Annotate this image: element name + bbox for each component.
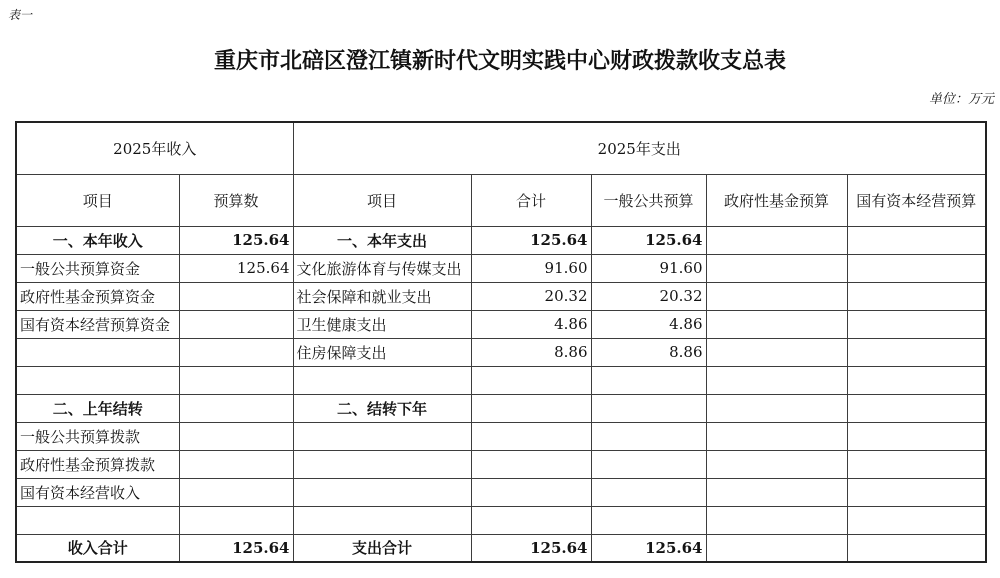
expense-gov-fund-cell bbox=[706, 478, 847, 506]
table-row bbox=[16, 254, 986, 282]
expense-gov-fund-cell bbox=[706, 310, 847, 338]
expense-state-capital-cell bbox=[847, 226, 986, 254]
table-row bbox=[16, 450, 986, 478]
expense-gov-fund-cell bbox=[706, 394, 847, 422]
income-budget-cell bbox=[179, 282, 293, 310]
income-item-cell: 政府性基金预算资金 bbox=[16, 282, 179, 310]
table-row bbox=[16, 478, 986, 506]
expense-general-budget-cell bbox=[591, 506, 706, 534]
expense-total-cell: 4.86 bbox=[471, 310, 591, 338]
expense-item-cell: 文化旅游体育与传媒支出 bbox=[293, 254, 471, 282]
column-header-row bbox=[16, 174, 986, 226]
expense-gov-fund-cell bbox=[706, 226, 847, 254]
table-row bbox=[16, 506, 986, 534]
expense-general-budget-cell: 20.32 bbox=[591, 282, 706, 310]
expense-general-budget-cell: 125.64 bbox=[591, 534, 706, 562]
expense-item-cell: 二、结转下年 bbox=[293, 394, 471, 422]
table-row bbox=[16, 310, 986, 338]
income-item-cell: 二、上年结转 bbox=[16, 394, 179, 422]
income-item-cell bbox=[16, 366, 179, 394]
income-budget-cell bbox=[179, 422, 293, 450]
expense-item-cell: 卫生健康支出 bbox=[293, 310, 471, 338]
expense-total-cell: 91.60 bbox=[471, 254, 591, 282]
table-row bbox=[16, 394, 986, 422]
expense-total-cell bbox=[471, 506, 591, 534]
expense-state-capital-cell bbox=[847, 422, 986, 450]
table-row bbox=[16, 226, 986, 254]
income-budget-cell bbox=[179, 310, 293, 338]
table-row bbox=[16, 366, 986, 394]
expense-total-cell bbox=[471, 366, 591, 394]
income-item-cell bbox=[16, 338, 179, 366]
table-row bbox=[16, 422, 986, 450]
expense-item-cell bbox=[293, 366, 471, 394]
col-header-expense-state-capital: 国有资本经营预算 bbox=[847, 174, 986, 226]
income-item-cell: 政府性基金预算拨款 bbox=[16, 450, 179, 478]
expense-gov-fund-cell bbox=[706, 366, 847, 394]
expense-item-cell bbox=[293, 478, 471, 506]
expense-item-cell: 一、本年支出 bbox=[293, 226, 471, 254]
expense-group-header: 2025年支出 bbox=[293, 122, 986, 174]
expense-state-capital-cell bbox=[847, 534, 986, 562]
table-number-label: 表一 bbox=[8, 8, 33, 22]
table-row bbox=[16, 534, 986, 562]
expense-gov-fund-cell bbox=[706, 338, 847, 366]
expense-total-cell: 8.86 bbox=[471, 338, 591, 366]
income-budget-cell bbox=[179, 478, 293, 506]
expense-general-budget-cell: 8.86 bbox=[591, 338, 706, 366]
income-item-cell: 一般公共预算拨款 bbox=[16, 422, 179, 450]
expense-general-budget-cell: 4.86 bbox=[591, 310, 706, 338]
income-budget-cell bbox=[179, 394, 293, 422]
expense-item-cell: 住房保障支出 bbox=[293, 338, 471, 366]
expense-state-capital-cell bbox=[847, 394, 986, 422]
income-budget-cell: 125.64 bbox=[179, 226, 293, 254]
expense-gov-fund-cell bbox=[706, 422, 847, 450]
group-header-row bbox=[16, 122, 986, 174]
col-header-income-item: 项目 bbox=[16, 174, 179, 226]
expense-general-budget-cell bbox=[591, 394, 706, 422]
expense-total-cell bbox=[471, 394, 591, 422]
income-item-cell: 国有资本经营收入 bbox=[16, 478, 179, 506]
table-row bbox=[16, 282, 986, 310]
expense-state-capital-cell bbox=[847, 450, 986, 478]
expense-state-capital-cell bbox=[847, 338, 986, 366]
income-budget-cell bbox=[179, 450, 293, 478]
expense-total-cell bbox=[471, 450, 591, 478]
expense-item-cell bbox=[293, 506, 471, 534]
income-item-cell: 一般公共预算资金 bbox=[16, 254, 179, 282]
col-header-expense-total: 合计 bbox=[471, 174, 591, 226]
expense-gov-fund-cell bbox=[706, 282, 847, 310]
expense-total-cell bbox=[471, 478, 591, 506]
income-item-cell bbox=[16, 506, 179, 534]
income-item-cell: 收入合计 bbox=[16, 534, 179, 562]
expense-general-budget-cell bbox=[591, 450, 706, 478]
expense-gov-fund-cell bbox=[706, 450, 847, 478]
income-budget-cell: 125.64 bbox=[179, 254, 293, 282]
expense-total-cell: 125.64 bbox=[471, 226, 591, 254]
expense-state-capital-cell bbox=[847, 310, 986, 338]
income-item-cell: 一、本年收入 bbox=[16, 226, 179, 254]
expense-gov-fund-cell bbox=[706, 254, 847, 282]
expense-state-capital-cell bbox=[847, 478, 986, 506]
col-header-expense-general-budget: 一般公共预算 bbox=[591, 174, 706, 226]
expense-general-budget-cell bbox=[591, 478, 706, 506]
expense-gov-fund-cell bbox=[706, 534, 847, 562]
expense-state-capital-cell bbox=[847, 282, 986, 310]
table-row bbox=[16, 338, 986, 366]
expense-state-capital-cell bbox=[847, 254, 986, 282]
income-budget-cell bbox=[179, 506, 293, 534]
expense-gov-fund-cell bbox=[706, 506, 847, 534]
expense-general-budget-cell: 91.60 bbox=[591, 254, 706, 282]
expense-total-cell bbox=[471, 422, 591, 450]
expense-total-cell: 125.64 bbox=[471, 534, 591, 562]
col-header-expense-gov-fund: 政府性基金预算 bbox=[706, 174, 847, 226]
page-title: 重庆市北碚区澄江镇新时代文明实践中心财政拨款收支总表 bbox=[213, 48, 786, 74]
col-header-expense-item: 项目 bbox=[293, 174, 471, 226]
income-budget-cell bbox=[179, 338, 293, 366]
col-header-income-budget: 预算数 bbox=[179, 174, 293, 226]
expense-general-budget-cell bbox=[591, 366, 706, 394]
budget-summary-table bbox=[15, 121, 987, 563]
expense-state-capital-cell bbox=[847, 366, 986, 394]
expense-item-cell: 支出合计 bbox=[293, 534, 471, 562]
expense-total-cell: 20.32 bbox=[471, 282, 591, 310]
expense-general-budget-cell bbox=[591, 422, 706, 450]
expense-item-cell: 社会保障和就业支出 bbox=[293, 282, 471, 310]
expense-state-capital-cell bbox=[847, 506, 986, 534]
income-group-header: 2025年收入 bbox=[16, 122, 293, 174]
income-budget-cell: 125.64 bbox=[179, 534, 293, 562]
income-budget-cell bbox=[179, 366, 293, 394]
unit-note: 单位：万元 bbox=[928, 92, 994, 107]
expense-item-cell bbox=[293, 450, 471, 478]
expense-general-budget-cell: 125.64 bbox=[591, 226, 706, 254]
income-item-cell: 国有资本经营预算资金 bbox=[16, 310, 179, 338]
expense-item-cell bbox=[293, 422, 471, 450]
